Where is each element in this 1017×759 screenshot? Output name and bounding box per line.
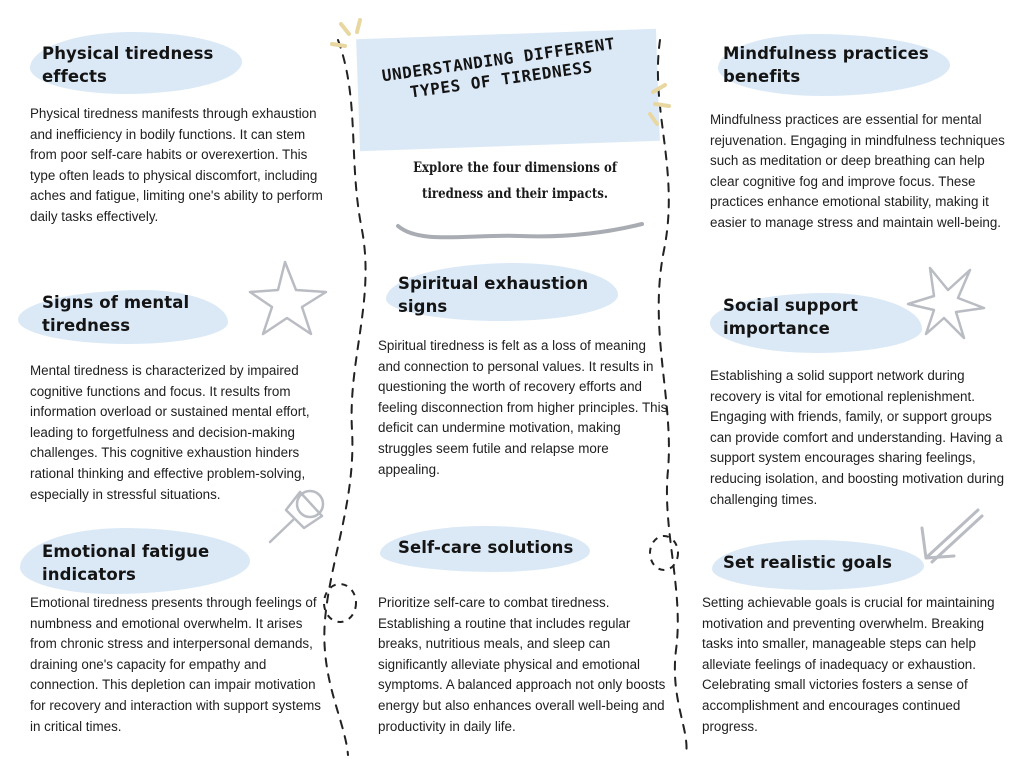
physical-body: Physical tiredness manifests through exhaustion and inefficiency in bodily functions. It can stem from poor self-care habits or overexertion. This type often leads to physical discomfort, including aches and fatigue, limiting one's ability to perform daily tasks effectively. — [30, 106, 323, 224]
left-dashed-divider — [324, 40, 365, 755]
page-subtitle: Explore the four dimensions of tiredness and their impacts. — [413, 160, 617, 202]
arrow-doodle — [922, 510, 982, 562]
mindfulness-body: Mindfulness practices are essential for mental rejuvenation. Engaging in mindfulness techniques such as meditation or deep breathing can help clear cognitive fog and improve focus. These practices enhance emotional stability, making it easier to manage stress and maintain well-being. — [710, 112, 1005, 230]
social-body: Establishing a solid support network during recovery is vital for emotional replenishment. Engaging with friends, family, or support groups can provide comfort and understanding. Having a support system encourages sharing feelings, reducing isolation, and boosting motivation during challenging times. — [710, 368, 1005, 507]
right-divider-loop — [650, 536, 678, 570]
social-heading: Social support importance — [723, 296, 859, 338]
sparkle-left — [332, 20, 360, 46]
star-doodle — [250, 262, 326, 334]
spiritual-heading: Spiritual exhaustion signs — [398, 274, 589, 316]
emotional-body: Emotional tiredness presents through feelings of numbness and emotional overwhelm. It arises from chronic stress and interpersonal demands, draining one's capacity for empathy and connection. This depletion can impair motivation for recovery and interaction with support systems in critical times. — [30, 595, 321, 734]
page-title: UNDERSTANDING DIFFERENT TYPES OF TIREDNESS — [380, 33, 617, 102]
mindfulness-heading: Mindfulness practices benefits — [723, 44, 929, 86]
spiritual-body: Spiritual tiredness is felt as a loss of meaning and connection to personal values. It results in questioning the worth of recovery efforts and feeling disconnection from higher principles. This deficit can undermine motivation, making struggles seem futile and relapse more appealing. — [378, 338, 668, 477]
selfcare-body: Prioritize self-care to combat tiredness. Establishing a routine that includes regular breaks, nutritious meals, and sleep can significantly alleviate physical and emotional symptoms. A balanced approach not only boosts energy but also enhances overall well-being and productivity in daily life. — [378, 595, 666, 734]
selfcare-heading: Self-care solutions — [398, 538, 574, 557]
physical-heading: Physical tiredness effects — [42, 44, 214, 86]
emotional-heading: Emotional fatigue indicators — [42, 542, 210, 584]
left-divider-loop — [324, 584, 356, 622]
mental-body: Mental tiredness is characterized by impaired cognitive functions and focus. It results from information overload or sustained mental effort, leading to forgetfulness and decision-making challenges. This cognitive exhaustion hinders rational thinking and effective problem-solving, especially in stressful situations. — [30, 363, 310, 502]
goals-body: Setting achievable goals is crucial for maintaining motivation and preventing overwhelm. Breaking tasks into smaller, manageable steps can help alleviate feelings of inadequacy or exhaustion. Celebrating small victories fosters a sense of accomplishment and encourages continued progress. — [702, 595, 995, 734]
burst-doodle — [908, 268, 984, 338]
goals-heading: Set realistic goals — [723, 553, 893, 572]
underline-swoosh — [398, 224, 642, 237]
mental-heading: Signs of mental tiredness — [42, 293, 190, 335]
